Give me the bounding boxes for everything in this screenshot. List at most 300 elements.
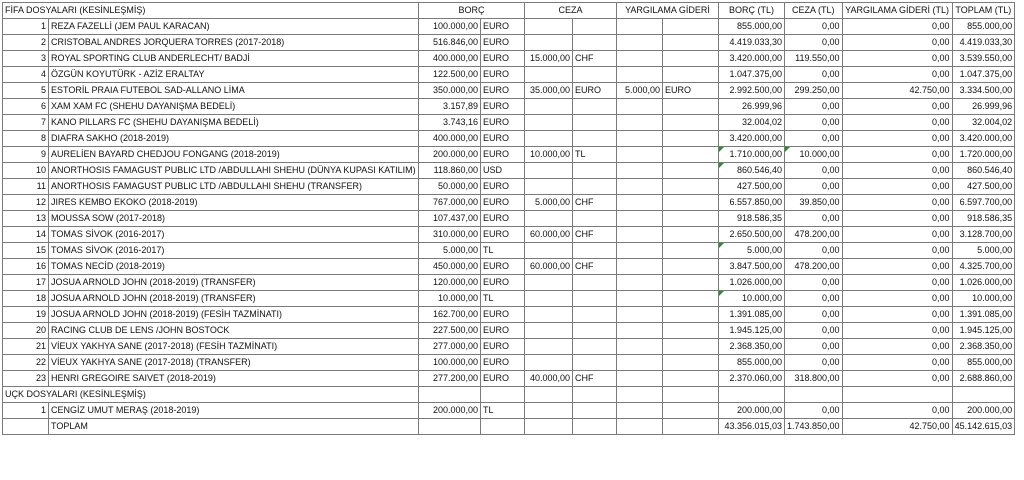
toplam-tl: 2.688.860,00: [952, 371, 1015, 387]
yargilama-tl: 0,00: [842, 259, 952, 275]
empty-cell: [3, 419, 49, 435]
row-name: XAM XAM FC (SHEHU DAYANIŞMA BEDELİ): [49, 99, 419, 115]
ceza-tl: 10.000,00: [785, 147, 843, 163]
table-row: [3, 115, 1015, 131]
yargilama-tl: 0,00: [842, 163, 952, 179]
ceza-amount: [525, 291, 573, 307]
table-row: [3, 355, 1015, 371]
total-label: TOPLAM: [49, 419, 419, 435]
yargilama-amount: [617, 19, 663, 35]
yargilama-currency: [663, 163, 719, 179]
yargilama-currency: [663, 339, 719, 355]
row-name: TOMAS SİVOK (2016-2017): [49, 243, 419, 259]
borc-amount: 767.000,00: [419, 195, 481, 211]
borc-currency: USD: [481, 163, 525, 179]
empty-cell: [663, 387, 719, 403]
ceza-tl: 0,00: [785, 291, 843, 307]
table-row: [3, 227, 1015, 243]
toplam-tl: 1.945.125,00: [952, 323, 1015, 339]
row-number: 14: [3, 227, 49, 243]
borc-tl: 427.500,00: [719, 179, 785, 195]
row-name: JOSUA ARNOLD JOHN (2018-2019) (FESİH TAZMİNATI): [49, 307, 419, 323]
borc-tl: 1.026.000,00: [719, 275, 785, 291]
borc-currency: EURO: [481, 35, 525, 51]
ceza-amount: 15.000,00: [525, 51, 573, 67]
yargilama-currency: EURO: [663, 83, 719, 99]
yargilama-currency: [663, 243, 719, 259]
yargilama-tl: 0,00: [842, 51, 952, 67]
row-name: HENRI GREGOIRE SAIVET (2018-2019): [49, 371, 419, 387]
yargilama-currency: [663, 291, 719, 307]
table-row: [3, 243, 1015, 259]
borc-tl: 860.546,40: [719, 163, 785, 179]
total-yargilama-tl: 42.750,00: [842, 419, 952, 435]
ceza-amount: [525, 403, 573, 419]
yargilama-currency: [663, 259, 719, 275]
yargilama-tl: 0,00: [842, 243, 952, 259]
borc-currency: TL: [481, 403, 525, 419]
ceza-amount: [525, 115, 573, 131]
yargilama-amount: [617, 131, 663, 147]
row-name: ANORTHOSIS FAMAGUST PUBLIC LTD /ABDULLAHI SHEHU (DÜNYA KUPASI KATILIM): [49, 163, 419, 179]
ceza-amount: [525, 211, 573, 227]
row-number: 2: [3, 35, 49, 51]
row-number: 8: [3, 131, 49, 147]
borc-tl: 855.000,00: [719, 355, 785, 371]
ceza-amount: [525, 67, 573, 83]
ceza-amount: 60.000,00: [525, 227, 573, 243]
ceza-currency: [573, 307, 617, 323]
ceza-currency: [573, 323, 617, 339]
ceza-currency: [573, 211, 617, 227]
borc-tl: 3.420.000,00: [719, 51, 785, 67]
toplam-tl: 200.000,00: [952, 403, 1015, 419]
ceza-tl: 0,00: [785, 403, 843, 419]
toplam-tl: 860.546,40: [952, 163, 1015, 179]
yargilama-amount: [617, 307, 663, 323]
ceza-currency: [573, 99, 617, 115]
row-number: 9: [3, 147, 49, 163]
borc-amount: 122.500,00: [419, 67, 481, 83]
borc-tl: 2.370.060,00: [719, 371, 785, 387]
borc-tl: 3.847.500,00: [719, 259, 785, 275]
toplam-tl: 3.334.500,00: [952, 83, 1015, 99]
ceza-tl: 0,00: [785, 35, 843, 51]
row-name: ÖZGÜN KOYUTÜRK - AZİZ ERALTAY: [49, 67, 419, 83]
ceza-amount: [525, 99, 573, 115]
table-row: [3, 67, 1015, 83]
yargilama-amount: [617, 147, 663, 163]
yargilama-currency: [663, 179, 719, 195]
empty-cell: [525, 387, 573, 403]
ceza-currency: [573, 131, 617, 147]
ceza-tl: 0,00: [785, 307, 843, 323]
borc-amount: 450.000,00: [419, 259, 481, 275]
row-name: KANO PILLARS FC (SHEHU DAYANIŞMA BEDELİ): [49, 115, 419, 131]
yargilama-tl: 42.750,00: [842, 83, 952, 99]
yargilama-amount: [617, 259, 663, 275]
row-name: JOSUA ARNOLD JOHN (2018-2019) (TRANSFER): [49, 291, 419, 307]
yargilama-amount: [617, 227, 663, 243]
ceza-tl: 0,00: [785, 19, 843, 35]
yargilama-currency: [663, 227, 719, 243]
row-number: 6: [3, 99, 49, 115]
ceza-tl: 299.250,00: [785, 83, 843, 99]
yargilama-amount: [617, 371, 663, 387]
toplam-tl: 855.000,00: [952, 19, 1015, 35]
ceza-amount: [525, 275, 573, 291]
borc-currency: TL: [481, 291, 525, 307]
borc-amount: 107.437,00: [419, 211, 481, 227]
borc-currency: EURO: [481, 371, 525, 387]
borc-amount: 516.846,00: [419, 35, 481, 51]
toplam-tl: 427.500,00: [952, 179, 1015, 195]
yargilama-tl: 0,00: [842, 67, 952, 83]
row-number: 3: [3, 51, 49, 67]
toplam-tl: 1.720.000,00: [952, 147, 1015, 163]
ceza-amount: [525, 179, 573, 195]
yargilama-currency: [663, 51, 719, 67]
ceza-tl: 0,00: [785, 211, 843, 227]
ceza-currency: TL: [573, 147, 617, 163]
debt-table: [2, 2, 1015, 435]
table-row: [3, 131, 1015, 147]
toplam-tl: 4.419.033,30: [952, 35, 1015, 51]
yargilama-amount: [617, 179, 663, 195]
toplam-tl: 3.420.000,00: [952, 131, 1015, 147]
borc-tl: 1.391.085,00: [719, 307, 785, 323]
borc-amount: 200.000,00: [419, 403, 481, 419]
borc-amount: 100.000,00: [419, 355, 481, 371]
yargilama-amount: [617, 403, 663, 419]
empty-cell: [481, 419, 525, 435]
ceza-currency: [573, 339, 617, 355]
yargilama-currency: [663, 131, 719, 147]
ceza-tl: 318.800,00: [785, 371, 843, 387]
ceza-tl: 0,00: [785, 67, 843, 83]
row-name: TOMAS NECİD (2018-2019): [49, 259, 419, 275]
row-number: 11: [3, 179, 49, 195]
ceza-tl: 0,00: [785, 179, 843, 195]
borc-currency: EURO: [481, 131, 525, 147]
ceza-currency: [573, 355, 617, 371]
row-name: VİEUX YAKHYA SANE (2017-2018) (TRANSFER): [49, 355, 419, 371]
empty-cell: [481, 387, 525, 403]
row-name: ROYAL SPORTING CLUB ANDERLECHT/ BADJİ: [49, 51, 419, 67]
header-borc-tl: BORÇ (TL): [719, 3, 785, 19]
borc-currency: EURO: [481, 275, 525, 291]
yargilama-tl: 0,00: [842, 403, 952, 419]
section-title-uck: UÇK DOSYALARI (KESİNLEŞMİŞ): [3, 387, 419, 403]
yargilama-currency: [663, 35, 719, 51]
toplam-tl: 3.539.550,00: [952, 51, 1015, 67]
borc-amount: 10.000,00: [419, 291, 481, 307]
yargilama-currency: [663, 19, 719, 35]
yargilama-amount: [617, 115, 663, 131]
table-row: [3, 323, 1015, 339]
ceza-tl: 0,00: [785, 339, 843, 355]
borc-currency: EURO: [481, 51, 525, 67]
yargilama-amount: [617, 67, 663, 83]
table-row: [3, 291, 1015, 307]
row-number: 10: [3, 163, 49, 179]
ceza-tl: 0,00: [785, 323, 843, 339]
yargilama-tl: 0,00: [842, 195, 952, 211]
borc-tl: 5.000,00: [719, 243, 785, 259]
row-name: JIRES KEMBO EKOKO (2018-2019): [49, 195, 419, 211]
ceza-currency: [573, 35, 617, 51]
yargilama-tl: 0,00: [842, 291, 952, 307]
borc-tl: 1.047.375,00: [719, 67, 785, 83]
ceza-tl: 0,00: [785, 131, 843, 147]
ceza-currency: CHF: [573, 195, 617, 211]
row-number: 1: [3, 403, 49, 419]
ceza-tl: 0,00: [785, 355, 843, 371]
toplam-tl: 10.000,00: [952, 291, 1015, 307]
yargilama-currency: [663, 211, 719, 227]
row-number: 1: [3, 19, 49, 35]
ceza-currency: [573, 291, 617, 307]
table-row: [3, 83, 1015, 99]
yargilama-tl: 0,00: [842, 115, 952, 131]
empty-cell: [419, 387, 481, 403]
ceza-currency: CHF: [573, 227, 617, 243]
yargilama-currency: [663, 195, 719, 211]
empty-cell: [617, 419, 663, 435]
ceza-currency: [573, 243, 617, 259]
row-number: 7: [3, 115, 49, 131]
row-number: 12: [3, 195, 49, 211]
borc-amount: 350.000,00: [419, 83, 481, 99]
borc-amount: 400.000,00: [419, 131, 481, 147]
yargilama-tl: 0,00: [842, 147, 952, 163]
borc-currency: EURO: [481, 195, 525, 211]
yargilama-tl: 0,00: [842, 227, 952, 243]
table-row: [3, 19, 1015, 35]
ceza-amount: [525, 35, 573, 51]
ceza-tl: 478.200,00: [785, 259, 843, 275]
table-row: [3, 163, 1015, 179]
row-name: CRISTOBAL ANDRES JORQUERA TORRES (2017-2018): [49, 35, 419, 51]
yargilama-currency: [663, 355, 719, 371]
ceza-currency: CHF: [573, 51, 617, 67]
total-row: [3, 419, 1015, 435]
ceza-currency: CHF: [573, 371, 617, 387]
ceza-currency: [573, 179, 617, 195]
yargilama-currency: [663, 99, 719, 115]
row-number: 23: [3, 371, 49, 387]
borc-tl: 2.650.500,00: [719, 227, 785, 243]
toplam-tl: 32.004,02: [952, 115, 1015, 131]
yargilama-amount: 5.000,00: [617, 83, 663, 99]
row-number: 21: [3, 339, 49, 355]
yargilama-amount: [617, 99, 663, 115]
yargilama-currency: [663, 307, 719, 323]
ceza-tl: 0,00: [785, 115, 843, 131]
ceza-tl: 0,00: [785, 99, 843, 115]
borc-amount: 3.743,16: [419, 115, 481, 131]
ceza-tl: 0,00: [785, 243, 843, 259]
ceza-amount: 10.000,00: [525, 147, 573, 163]
yargilama-tl: 0,00: [842, 323, 952, 339]
borc-currency: EURO: [481, 307, 525, 323]
ceza-tl: 478.200,00: [785, 227, 843, 243]
toplam-tl: 918.586,35: [952, 211, 1015, 227]
header-toplam-tl: TOPLAM (TL): [952, 3, 1015, 19]
ceza-currency: [573, 163, 617, 179]
toplam-tl: 4.325.700,00: [952, 259, 1015, 275]
ceza-tl: 119.550,00: [785, 51, 843, 67]
table-row: [3, 259, 1015, 275]
empty-cell: [952, 387, 1015, 403]
borc-currency: EURO: [481, 179, 525, 195]
yargilama-amount: [617, 243, 663, 259]
borc-currency: EURO: [481, 259, 525, 275]
header-yargilama: YARGILAMA GİDERİ: [617, 3, 719, 19]
borc-amount: 3.157,89: [419, 99, 481, 115]
empty-cell: [419, 419, 481, 435]
ceza-amount: 35.000,00: [525, 83, 573, 99]
borc-amount: 162.700,00: [419, 307, 481, 323]
borc-tl: 3.420.000,00: [719, 131, 785, 147]
borc-currency: EURO: [481, 19, 525, 35]
ceza-amount: [525, 243, 573, 259]
table-row: [3, 339, 1015, 355]
row-name: AURELİEN BAYARD CHEDJOU FONGANG (2018-2019): [49, 147, 419, 163]
yargilama-amount: [617, 163, 663, 179]
row-name: MOUSSA SOW (2017-2018): [49, 211, 419, 227]
row-name: VİEUX YAKHYA SANE (2017-2018) (FESİH TAZMİNATI): [49, 339, 419, 355]
table-row: [3, 35, 1015, 51]
table-row: [3, 147, 1015, 163]
ceza-currency: [573, 115, 617, 131]
ceza-amount: 5.000,00: [525, 195, 573, 211]
borc-tl: 2.992.500,00: [719, 83, 785, 99]
borc-amount: 310.000,00: [419, 227, 481, 243]
borc-amount: 120.000,00: [419, 275, 481, 291]
ceza-tl: 39.850,00: [785, 195, 843, 211]
row-number: 17: [3, 275, 49, 291]
yargilama-tl: 0,00: [842, 35, 952, 51]
borc-amount: 50.000,00: [419, 179, 481, 195]
borc-tl: 918.586,35: [719, 211, 785, 227]
row-number: 13: [3, 211, 49, 227]
yargilama-currency: [663, 147, 719, 163]
borc-currency: EURO: [481, 147, 525, 163]
yargilama-amount: [617, 211, 663, 227]
borc-tl: 10.000,00: [719, 291, 785, 307]
empty-cell: [785, 387, 843, 403]
borc-amount: 277.200,00: [419, 371, 481, 387]
toplam-tl: 1.047.375,00: [952, 67, 1015, 83]
ceza-currency: [573, 19, 617, 35]
ceza-currency: [573, 67, 617, 83]
yargilama-tl: 0,00: [842, 99, 952, 115]
ceza-amount: [525, 131, 573, 147]
row-number: 22: [3, 355, 49, 371]
yargilama-tl: 0,00: [842, 179, 952, 195]
table-row: [3, 51, 1015, 67]
ceza-tl: 0,00: [785, 275, 843, 291]
borc-amount: 100.000,00: [419, 19, 481, 35]
yargilama-tl: 0,00: [842, 371, 952, 387]
borc-currency: EURO: [481, 355, 525, 371]
ceza-amount: [525, 163, 573, 179]
row-name: DIAFRA SAKHO (2018-2019): [49, 131, 419, 147]
yargilama-currency: [663, 275, 719, 291]
ceza-amount: 40.000,00: [525, 371, 573, 387]
header-borc: BORÇ: [419, 3, 525, 19]
row-name: RACING CLUB DE LENS /JOHN BOSTOCK: [49, 323, 419, 339]
ceza-amount: [525, 19, 573, 35]
yargilama-currency: [663, 371, 719, 387]
toplam-tl: 2.368.350,00: [952, 339, 1015, 355]
row-name: ESTORİL PRAIA FUTEBOL SAD-ALLANO LİMA: [49, 83, 419, 99]
table-row: [3, 403, 1015, 419]
empty-cell: [525, 419, 573, 435]
borc-currency: TL: [481, 243, 525, 259]
yargilama-amount: [617, 355, 663, 371]
row-name: TOMAS SİVOK (2016-2017): [49, 227, 419, 243]
toplam-tl: 1.391.085,00: [952, 307, 1015, 323]
empty-cell: [663, 419, 719, 435]
empty-cell: [573, 387, 617, 403]
borc-currency: EURO: [481, 67, 525, 83]
borc-tl: 2.368.350,00: [719, 339, 785, 355]
table-row: [3, 275, 1015, 291]
borc-tl: 32.004,02: [719, 115, 785, 131]
ceza-currency: [573, 275, 617, 291]
table-row: [3, 195, 1015, 211]
toplam-tl: 855.000,00: [952, 355, 1015, 371]
ceza-amount: [525, 323, 573, 339]
toplam-tl: 5.000,00: [952, 243, 1015, 259]
borc-amount: 277.000,00: [419, 339, 481, 355]
header-ceza-tl: CEZA (TL): [785, 3, 843, 19]
ceza-amount: [525, 355, 573, 371]
row-number: 15: [3, 243, 49, 259]
borc-currency: EURO: [481, 339, 525, 355]
borc-currency: EURO: [481, 211, 525, 227]
yargilama-currency: [663, 403, 719, 419]
toplam-tl: 6.597.700,00: [952, 195, 1015, 211]
table-row: [3, 99, 1015, 115]
table-row: [3, 211, 1015, 227]
table-row: [3, 179, 1015, 195]
row-name: ANORTHOSIS FAMAGUST PUBLIC LTD /ABDULLAHI SHEHU (TRANSFER): [49, 179, 419, 195]
header-yargilama-tl: YARGILAMA GİDERİ (TL): [842, 3, 952, 19]
ceza-currency: CHF: [573, 259, 617, 275]
yargilama-amount: [617, 195, 663, 211]
ceza-amount: [525, 307, 573, 323]
yargilama-currency: [663, 67, 719, 83]
yargilama-tl: 0,00: [842, 211, 952, 227]
toplam-tl: 3.128.700,00: [952, 227, 1015, 243]
header-ceza: CEZA: [525, 3, 617, 19]
borc-amount: 5.000,00: [419, 243, 481, 259]
toplam-tl: 26.999,96: [952, 99, 1015, 115]
yargilama-amount: [617, 339, 663, 355]
borc-currency: EURO: [481, 99, 525, 115]
table-row: [3, 307, 1015, 323]
row-number: 20: [3, 323, 49, 339]
total-borc-tl: 43.356.015,03: [719, 419, 785, 435]
yargilama-tl: 0,00: [842, 339, 952, 355]
section-row-uck: [3, 387, 1015, 403]
yargilama-amount: [617, 275, 663, 291]
borc-currency: EURO: [481, 115, 525, 131]
borc-amount: 227.500,00: [419, 323, 481, 339]
